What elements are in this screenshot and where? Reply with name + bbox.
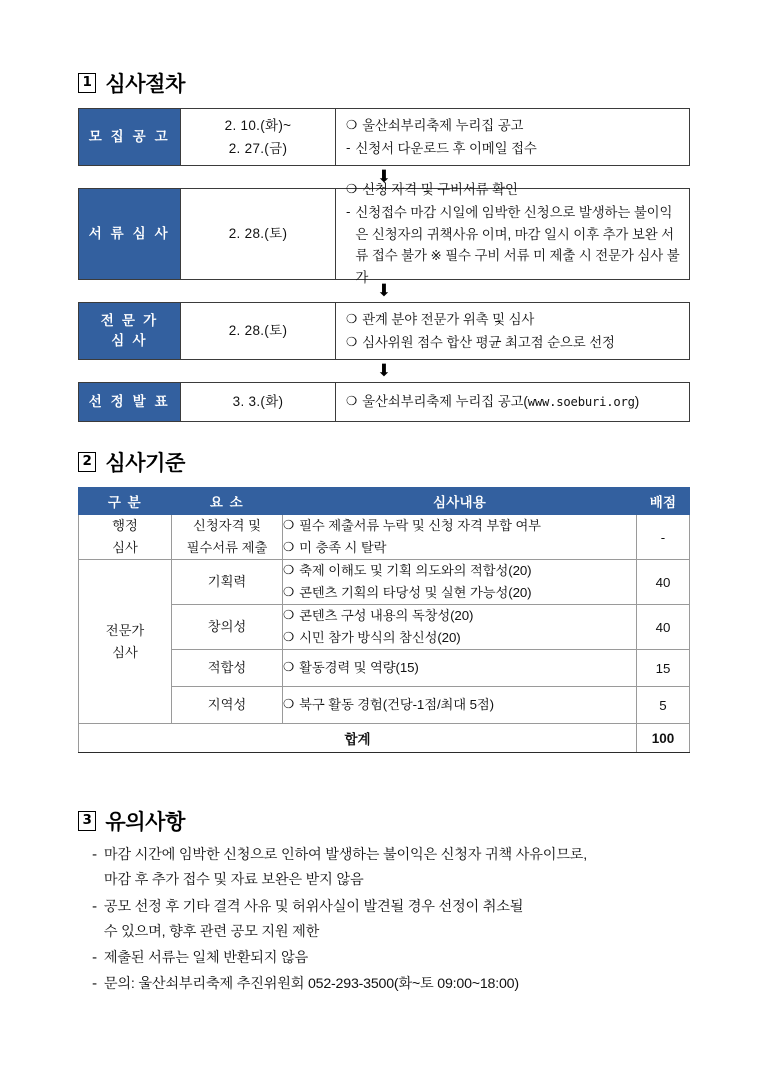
content-line <box>283 537 636 559</box>
cell-score: - <box>637 515 690 560</box>
circle-bullet-icon: ❍ <box>346 310 358 326</box>
circle-bullet-icon: ❍ <box>283 584 295 600</box>
circle-bullet-icon: ❍ <box>346 181 358 197</box>
down-arrow-icon: ⬇ <box>376 280 392 301</box>
content-text: 콘텐츠 기획의 타당성 및 실현 가능성(20) <box>299 585 532 601</box>
cell-score: 40 <box>637 560 690 605</box>
list-item <box>92 946 712 971</box>
circle-bullet-icon: ❍ <box>283 659 295 675</box>
flow-description-cell <box>336 109 689 165</box>
flow-desc-text: 울산쇠부리축제 누리집 공고 <box>362 117 524 133</box>
section-title-criteria: 심사기준 <box>105 452 185 475</box>
flow-connector <box>78 280 690 302</box>
division-line: 심사 <box>112 540 138 556</box>
flow-stage-label: 선 정 발 표 <box>79 383 181 421</box>
section-number-badge: 3 <box>78 811 96 832</box>
circle-bullet-icon: ❍ <box>346 116 358 132</box>
content-line <box>283 694 636 716</box>
criteria-table-head <box>79 488 690 515</box>
flow-desc-line <box>346 332 681 354</box>
column-header-content: 심사내용 <box>283 488 637 515</box>
flow-desc-line <box>346 179 681 201</box>
flow-date-cell <box>181 189 336 279</box>
flow-row-expert-review <box>78 302 690 360</box>
cell-content <box>283 515 637 560</box>
flow-row-document-review <box>78 181 690 286</box>
total-score: 100 <box>637 724 690 753</box>
table-row <box>79 515 690 560</box>
note-line: 제출된 서류는 일체 반환되지 않음 <box>103 950 308 967</box>
circle-bullet-icon: ❍ <box>346 333 358 349</box>
note-line: 마감 시간에 임박한 신청으로 인하여 발생하는 불이익은 신청자 귀책 사유이므로, <box>103 847 588 863</box>
content-line <box>283 605 636 627</box>
note-line: 수 있으며, 향후 관련 공모 지원 제한 <box>103 923 320 940</box>
flow-desc-text: 신청 자격 및 구비서류 확인 <box>362 182 518 198</box>
list-item <box>92 895 712 946</box>
cell-element <box>172 515 283 560</box>
flow-stage-line: 심 사 <box>111 333 148 348</box>
cell-content <box>283 687 637 724</box>
table-row-total <box>79 724 690 753</box>
flow-date-line: 2. 28.(토) <box>228 226 288 242</box>
flow-desc-line <box>346 202 681 289</box>
flow-desc-suffix: ) <box>634 394 640 410</box>
section-heading-criteria <box>78 447 185 477</box>
list-item <box>92 972 712 997</box>
criteria-table-wrapper <box>78 487 690 753</box>
division-line: 심사 <box>112 644 138 660</box>
flow-stage-line: 전 문 가 <box>100 312 159 328</box>
flow-desc-line <box>346 391 681 413</box>
section-title-notes: 유의사항 <box>105 811 185 834</box>
section-number-badge: 2 <box>78 452 96 473</box>
flow-desc-line <box>346 138 681 160</box>
website-url[interactable]: www.soeburi.org <box>527 395 635 410</box>
table-row <box>79 560 690 605</box>
flow-description-cell <box>336 383 689 421</box>
note-line: 공모 선정 후 기타 결격 사유 및 허위사실이 발견될 경우 선정이 취소될 <box>103 898 524 915</box>
division-line: 행정 <box>112 518 138 534</box>
criteria-table <box>78 487 690 753</box>
content-line <box>283 515 636 537</box>
note-text <box>104 895 712 946</box>
flow-desc-prefix: 울산쇠부리축제 누리집 공고( <box>362 394 528 410</box>
flow-description-cell <box>336 181 689 286</box>
note-text-contact <box>104 972 712 997</box>
element-line: 신청자격 및 <box>193 518 261 534</box>
flow-date-cell <box>181 303 336 359</box>
dash-bullet-icon: - <box>92 950 97 967</box>
content-text: 활동경력 및 역량(15) <box>299 660 419 676</box>
section-heading-process <box>78 68 185 98</box>
circle-bullet-icon: ❍ <box>283 562 295 578</box>
flow-desc-text: 신청접수 마감 시일에 임박한 신청으로 발생하는 불이익은 신청자의 귀책사유 이며, 마감 일시 이후 추가 보완 서류 접수 불가 ※ 필수 구비 서류 미 제출 시 전문가 심사 불가 <box>355 204 680 286</box>
dash-bullet-icon: - <box>92 847 97 863</box>
cell-score: 15 <box>637 650 690 687</box>
flow-row-recruitment <box>78 108 690 166</box>
note-text <box>104 843 712 894</box>
notes-list <box>92 843 712 999</box>
note-line: 문의: 울산쇠부리축제 추진위원회 052-293-3500(화~토 09:00~18:00) <box>103 976 519 993</box>
cell-content <box>283 605 637 650</box>
circle-bullet-icon: ❍ <box>283 696 295 712</box>
note-text <box>104 946 712 971</box>
content-line <box>283 560 636 582</box>
note-line: 마감 후 추가 접수 및 자료 보완은 받지 않음 <box>103 872 364 889</box>
flow-date-line: 3. 3.(화) <box>232 394 284 410</box>
section-number-badge: 1 <box>78 73 96 94</box>
flow-date-line: 2. 10.(화)~ <box>224 117 292 133</box>
flow-date-line: 2. 28.(토) <box>228 323 288 339</box>
circle-bullet-icon: ❍ <box>283 607 295 623</box>
flow-description-cell <box>336 303 689 359</box>
dash-bullet-icon: - <box>346 203 351 219</box>
list-item <box>92 843 712 894</box>
content-line <box>283 627 636 649</box>
flow-desc-line <box>346 309 681 331</box>
page-title: 심사절차 <box>105 73 185 96</box>
content-line <box>283 582 636 604</box>
content-line <box>283 657 636 679</box>
flow-date-line: 2. 27.(금) <box>228 141 288 156</box>
cell-score: 5 <box>637 687 690 724</box>
cell-score: 40 <box>637 605 690 650</box>
cell-content <box>283 560 637 605</box>
content-text: 시민 참가 방식의 참신성(20) <box>299 630 461 646</box>
criteria-table-body <box>79 515 690 753</box>
content-text: 콘텐츠 구성 내용의 독창성(20) <box>299 608 474 624</box>
circle-bullet-icon: ❍ <box>346 393 358 409</box>
element-line: 필수서류 제출 <box>186 540 268 556</box>
total-label: 합계 <box>79 724 637 753</box>
dash-bullet-icon: - <box>92 976 97 993</box>
flow-desc-text: 신청서 다운로드 후 이메일 접수 <box>355 140 537 156</box>
circle-bullet-icon: ❍ <box>283 629 295 645</box>
cell-content <box>283 650 637 687</box>
circle-bullet-icon: ❍ <box>283 539 295 555</box>
process-flow-diagram <box>78 108 690 422</box>
flow-desc-line <box>346 115 681 137</box>
cell-element: 적합성 <box>172 650 283 687</box>
dash-bullet-icon: - <box>346 139 351 155</box>
down-arrow-icon: ⬇ <box>376 166 392 187</box>
column-header-score: 배점 <box>637 488 690 515</box>
flow-desc-text: 심사위원 점수 합산 평균 최고점 순으로 선정 <box>362 334 615 350</box>
dash-bullet-icon: - <box>92 898 97 915</box>
section-heading-notes <box>78 806 185 836</box>
flow-date-cell <box>181 109 336 165</box>
flow-desc-text: 관계 분야 전문가 위촉 및 심사 <box>362 311 535 327</box>
cell-division-expert <box>79 560 172 724</box>
down-arrow-icon: ⬇ <box>376 360 392 381</box>
division-line: 전문가 <box>105 622 145 638</box>
table-header-row <box>79 488 690 515</box>
cell-division <box>79 515 172 560</box>
cell-element: 기획력 <box>172 560 283 605</box>
column-header-element: 요 소 <box>172 488 283 515</box>
cell-element: 창의성 <box>172 605 283 650</box>
circle-bullet-icon: ❍ <box>283 517 295 532</box>
flow-desc-text <box>362 391 639 413</box>
content-text: 필수 제출서류 누락 및 신청 자격 부합 여부 <box>299 518 541 533</box>
content-text: 북구 활동 경험(건당-1점/최대 5점) <box>299 697 494 713</box>
flow-row-announcement <box>78 382 690 422</box>
column-header-division: 구 분 <box>79 488 172 515</box>
flow-stage-label <box>79 303 181 359</box>
flow-stage-label: 모 집 공 고 <box>79 109 181 165</box>
flow-connector <box>78 360 690 382</box>
content-text: 미 충족 시 탈락 <box>299 540 387 556</box>
flow-stage-label: 서 류 심 사 <box>79 189 181 279</box>
content-text: 축제 이해도 및 기획 의도와의 적합성(20) <box>299 563 532 579</box>
cell-element: 지역성 <box>172 687 283 724</box>
flow-date-cell <box>181 383 336 421</box>
